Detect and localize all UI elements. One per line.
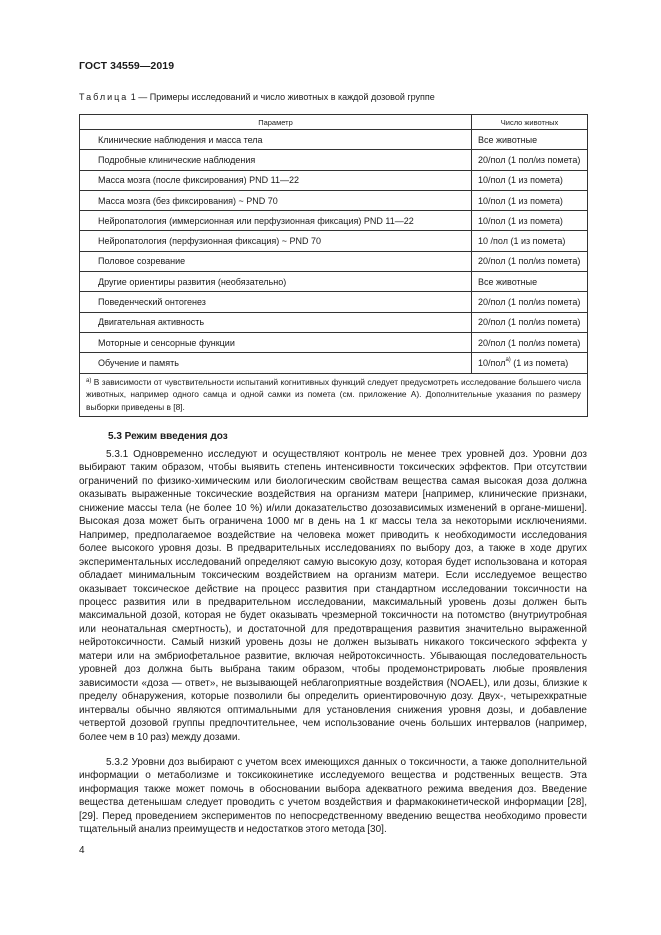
examples-table bbox=[79, 114, 588, 417]
page-number: 4 bbox=[79, 845, 85, 856]
table-row bbox=[80, 150, 588, 170]
parameter-cell: Двигательная активность bbox=[80, 312, 472, 332]
count-value-suffix: (1 из помета) bbox=[510, 357, 569, 368]
paragraph-text: 5.3.2 Уровни доз выбирают с учетом всех имеющихся данных о токсичности, а также дополнительной информации о метаболизме и токсикокинетике исследуемого вещества и родственных веществ. Эта информация также может помочь в обосновании выбора адекватного режима введения доз. Введение вещества детенышам следует проводить с учетом воздействия и фармакокинетической информации [28], [29]. Перед проведением экспериментов по непосредственному введению вещества необходимо провести тщательный анализ преимуществ и недостатков этого метода [30]. bbox=[79, 757, 587, 836]
column-header-animal-count: Число животных bbox=[472, 115, 588, 130]
count-cell: 10/пол (1 из помета) bbox=[472, 211, 588, 231]
count-cell: 20/пол (1 пол/из помета) bbox=[472, 332, 588, 352]
table-footnote-row bbox=[80, 373, 588, 417]
count-cell: 20/пол (1 пол/из помета) bbox=[472, 312, 588, 332]
parameter-cell: Масса мозга (после фиксирования) PND 11—22 bbox=[80, 170, 472, 190]
parameter-cell: Подробные клинические наблюдения bbox=[80, 150, 472, 170]
count-cell: Все животные bbox=[472, 130, 588, 150]
count-cell: 20/пол (1 пол/из помета) bbox=[472, 251, 588, 271]
count-value: 10/пол bbox=[478, 357, 506, 368]
table-row bbox=[80, 272, 588, 292]
column-header-parameter: Параметр bbox=[80, 115, 472, 130]
table-row bbox=[80, 130, 588, 150]
document-id: ГОСТ 34559—2019 bbox=[79, 60, 175, 72]
count-cell: 10/пол (1 из помета) bbox=[472, 170, 588, 190]
parameter-cell: Нейропатология (иммерсионная или перфузионная фиксация) PND 11—22 bbox=[80, 211, 472, 231]
count-cell: 20/пол (1 пол/из помета) bbox=[472, 150, 588, 170]
table-row bbox=[80, 251, 588, 271]
footnote-reference: а) bbox=[505, 356, 511, 363]
section-title: 5.3 Режим введения доз bbox=[108, 431, 228, 442]
table-caption bbox=[79, 92, 435, 102]
parameter-cell: Обучение и память bbox=[80, 353, 472, 373]
table-caption-label: Таблица bbox=[79, 92, 129, 102]
table-row bbox=[80, 211, 588, 231]
count-cell: 20/пол (1 пол/из помета) bbox=[472, 292, 588, 312]
parameter-cell: Нейропатология (перфузионная фиксация) ~ PND 70 bbox=[80, 231, 472, 251]
count-cell: 10/пол (1 из помета) bbox=[472, 190, 588, 210]
table-row bbox=[80, 312, 588, 332]
table-row bbox=[80, 353, 588, 373]
count-cell: 10 /пол (1 из помета) bbox=[472, 231, 588, 251]
parameter-cell: Клинические наблюдения и масса тела bbox=[80, 130, 472, 150]
parameter-cell: Масса мозга (без фиксирования) ~ PND 70 bbox=[80, 190, 472, 210]
paragraph-text: 5.3.1 Одновременно исследуют и осуществляют контроль не менее трех уровней доз. Уровни доз выбирают таким образом, чтобы выявить степень интенсивности токсических эффектов. При отсутствии ограничений по физико-химическим или биологическим свойствам вещества самая высокая доза должна оказывать выраженные токсические воздействия на организм матери [например, клинические признаки, снижение массы тела (не более 10 %) и/или доказательство дозозависимых изменений в органе-мишени]. Высокая доза может быть ограничена 1000 мг в день на 1 кг массы тела за некоторыми исключениями. Например, предполагаемое воздействие на человека может приводить к необходимости исследования более высокого уровня дозы. В предварительных исследованиях по выбору доз, а также в ходе других экспериментальных исследований определяют самую высокую дозу, которая будет использована и которая обладает минимальным токсическим воздействием на организм матери. Если исследуемое вещество оказывает токсическое действие на процесс развития при стандартном исследовании токсичности на процесс развития или в предварительном исследовании, максимальный уровень дозы должен быть максимальной дозой, которая не будет оказывать чрезмерной токсичности на потомство (внутриутробная или неонатальная смертность), и достаточной для предотвращения развития значительно выраженной нейротоксичности. Самый низкий уровень дозы не должен вызывать никакого токсического эффекта у матери или на эмбриофетальное развитие, включая нейротоксичность. Убывающая последовательность уровней доз должна быть выбрана таким образом, чтобы продемонстрировать любые проявления зависимости «доза — ответ», не вызывающей неблагоприятные воздействия (NOAEL), или дозы, близкие к пределу обнаружения, которые позволили бы определить ориентировочную дозу. Двух-, четырехкратные интервалы обычно являются оптимальными для установления снижения уровня дозы, и добавление четвертой дозовой группы предпочтительнее, чем использование очень больших интервалов (например, более чем в 10 раз) между дозами. bbox=[79, 449, 587, 743]
count-cell bbox=[472, 353, 588, 373]
table-row bbox=[80, 332, 588, 352]
footnote-text: В зависимости от чувствительности испытаний когнитивных функций следует предусмотреть исследование большего числа животных, например одного самца и одной самки из помета (см. приложение А). Дополнительные указания по размеру выборки приведены в [8]. bbox=[86, 376, 581, 412]
count-cell: Все животные bbox=[472, 272, 588, 292]
table-row bbox=[80, 231, 588, 251]
parameter-cell: Моторные и сенсорные функции bbox=[80, 332, 472, 352]
table-row bbox=[80, 170, 588, 190]
footnote-mark: а) bbox=[86, 377, 92, 384]
parameter-cell: Поведенческий онтогенез bbox=[80, 292, 472, 312]
table-footnote bbox=[80, 373, 588, 417]
body-paragraph-5-3-2 bbox=[79, 756, 587, 837]
table-row bbox=[80, 190, 588, 210]
table-header-row bbox=[80, 115, 588, 130]
table-row bbox=[80, 292, 588, 312]
table-caption-text: 1 — Примеры исследований и число животных в каждой дозовой группе bbox=[128, 92, 435, 102]
parameter-cell: Другие ориентиры развития (необязательно) bbox=[80, 272, 472, 292]
parameter-cell: Половое созревание bbox=[80, 251, 472, 271]
body-paragraph-5-3-1 bbox=[79, 448, 587, 744]
